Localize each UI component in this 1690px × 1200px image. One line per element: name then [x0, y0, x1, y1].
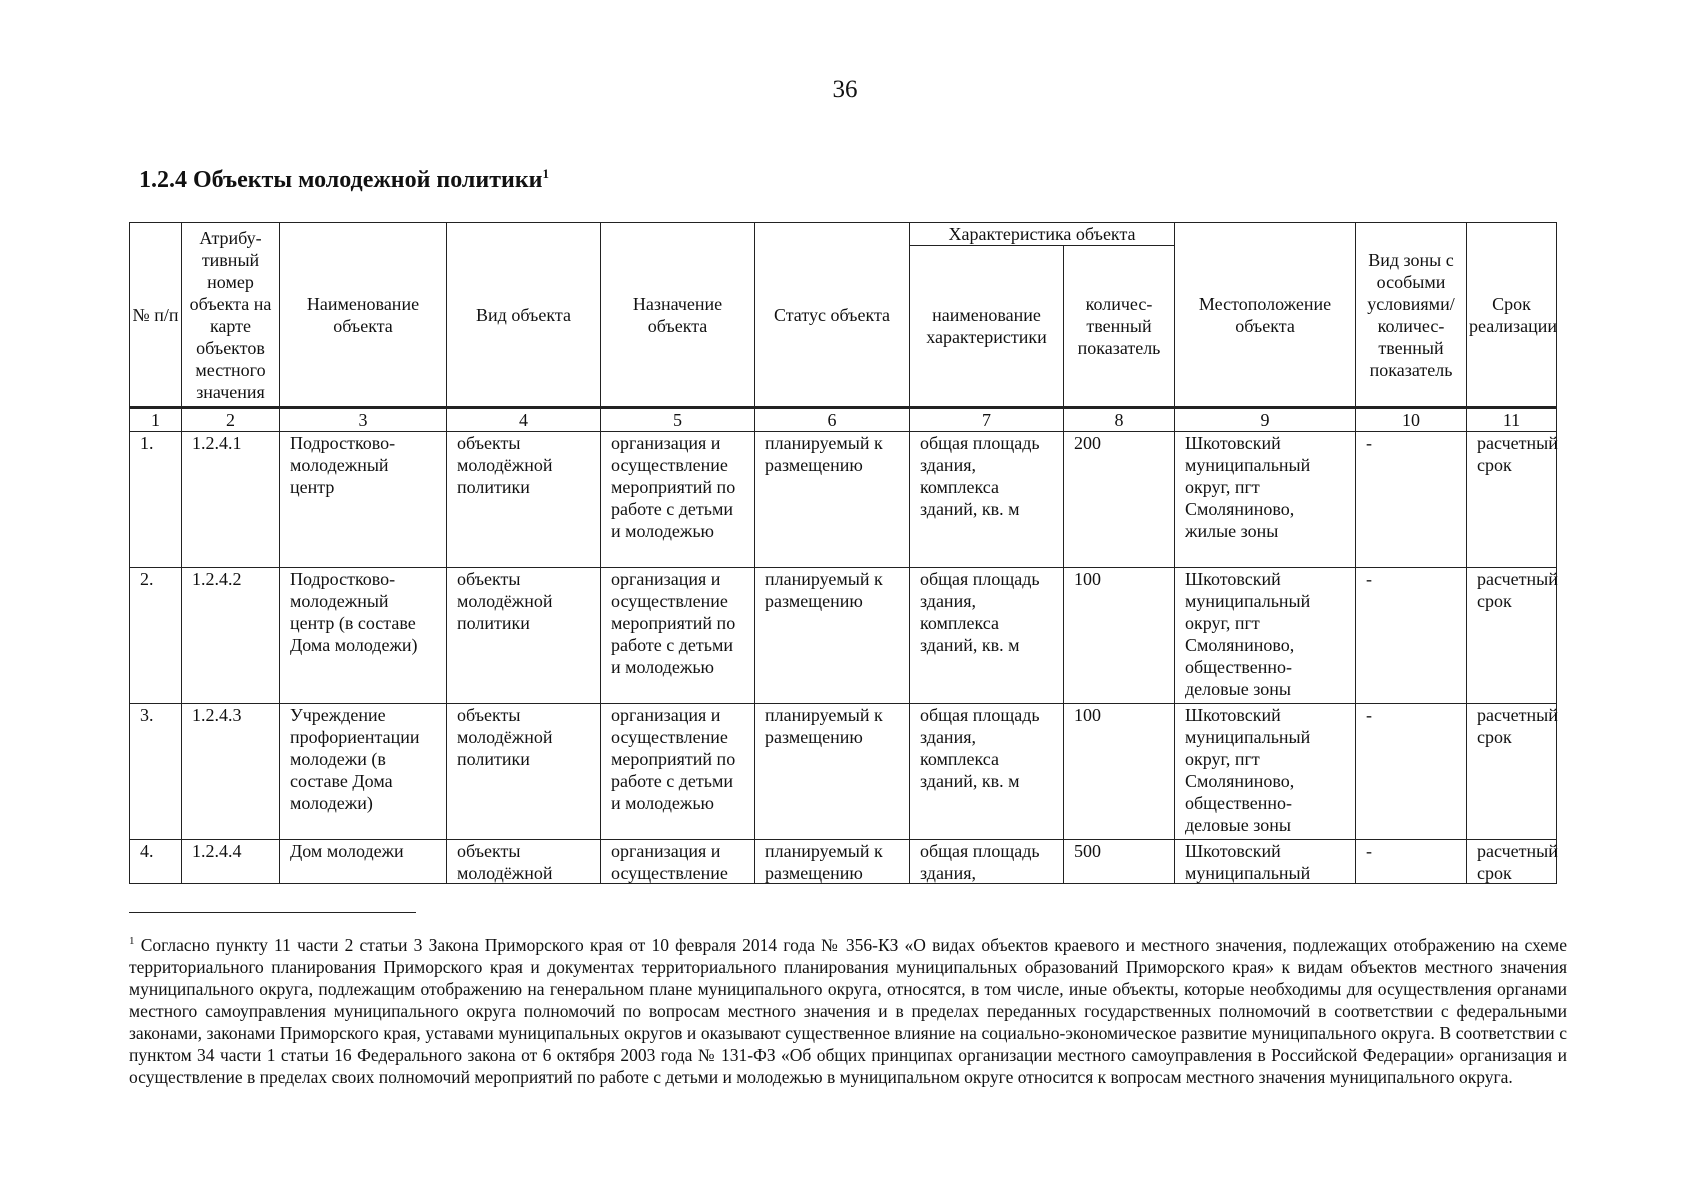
cell-num: 2.: [130, 568, 182, 704]
table-row: [130, 432, 1557, 568]
cell-zone: -: [1356, 432, 1467, 568]
youth-policy-objects-table: [129, 222, 1557, 884]
cell-status: планируемый к размещению: [755, 840, 910, 884]
cell-num: 1.: [130, 432, 182, 568]
header-status: Статус объекта: [755, 223, 910, 408]
footnote-text: Согласно пункту 11 части 2 статьи 3 Закона Приморского края от 10 февраля 2014 года № 356-КЗ «О видах объектов краевого и местного значения, подлежащих отображению на схеме территориального планирования Приморского края и документах территориального планирования муниципальных образований Приморского края» к видам объектов местного значения муниципального округа, подлежащим отображению на генеральном плане муниципального округа, относятся, в том числе, иные объекты, которые необходимы для осуществления органами местного самоуправления муниципального округа полномочий по вопросам местного значения и в пределах переданных государственных полномочий в соответствии с федеральными законами, законами Приморского края, уставами муниципальных округов и оказывают существенное влияние на социально-экономическое развитие муниципального округа. В соответствии с пунктом 34 части 1 статьи 16 Федерального закона от 6 октября 2003 года № 131-ФЗ «Об общих принципах организации местного самоуправления в Российской Федерации» организация и осуществление в пределах своих полномочий мероприятий по работе с детьми и молодежью в муниципальном округе относится к вопросам местного значения муниципального округа.: [129, 934, 1567, 1087]
footnote-divider: [129, 912, 416, 913]
cell-num: 4.: [130, 840, 182, 884]
column-number: 4: [447, 408, 601, 432]
cell-name: Дом молодежи: [280, 840, 447, 884]
header-char-value: количес-твенный показатель: [1064, 246, 1175, 408]
header-purpose: Назначение объекта: [601, 223, 755, 408]
column-number: 8: [1064, 408, 1175, 432]
column-number: 7: [910, 408, 1064, 432]
cell-location: Шкотовский муниципальный округ, пгт Смоляниново, общественно-деловые зоны: [1175, 704, 1356, 840]
cell-num: 3.: [130, 704, 182, 840]
cell-char-value: 500: [1064, 840, 1175, 884]
header-name: Наименование объекта: [280, 223, 447, 408]
cell-char-name: общая площадь здания,: [910, 840, 1064, 884]
column-number-row: [130, 408, 1557, 432]
page-number: 36: [832, 76, 858, 103]
table-row: [130, 568, 1557, 704]
section-title-text: 1.2.4 Объекты молодежной политики: [139, 167, 543, 193]
cell-type: объекты молодёжной политики: [447, 432, 601, 568]
table-row: [130, 704, 1557, 840]
footnote: [129, 930, 1567, 1088]
cell-status: планируемый к размещению: [755, 704, 910, 840]
header-num: № п/п: [130, 223, 182, 408]
column-number: 2: [182, 408, 280, 432]
cell-term: расчетный срок: [1467, 840, 1557, 884]
cell-term: расчетный срок: [1467, 432, 1557, 568]
column-number: 9: [1175, 408, 1356, 432]
header-char-name: наименование характеристики: [910, 246, 1064, 408]
cell-location: Шкотовский муниципальный округ, пгт Смоляниново, общественно-деловые зоны: [1175, 568, 1356, 704]
cell-char-value: 100: [1064, 704, 1175, 840]
cell-type: объекты молодёжной: [447, 840, 601, 884]
cell-char-value: 100: [1064, 568, 1175, 704]
cell-purpose: организация и осуществление мероприятий по работе с детьми и молодежью: [601, 568, 755, 704]
cell-location: Шкотовский муниципальный округ, пгт Смоляниново, жилые зоны: [1175, 432, 1356, 568]
cell-attr: 1.2.4.3: [182, 704, 280, 840]
cell-zone: -: [1356, 704, 1467, 840]
footnote-mark: 1: [129, 935, 135, 947]
cell-attr: 1.2.4.4: [182, 840, 280, 884]
cell-name: Подростково-молодежный центр: [280, 432, 447, 568]
header-zone: Вид зоны с особыми условиями/ количес-твенный показатель: [1356, 223, 1467, 408]
cell-type: объекты молодёжной политики: [447, 568, 601, 704]
cell-char-name: общая площадь здания, комплекса зданий, кв. м: [910, 704, 1064, 840]
column-number: 5: [601, 408, 755, 432]
column-number: 6: [755, 408, 910, 432]
cell-name: Подростково-молодежный центр (в составе Дома молодежи): [280, 568, 447, 704]
cell-location: Шкотовский муниципальный: [1175, 840, 1356, 884]
cell-term: расчетный срок: [1467, 704, 1557, 840]
cell-purpose: организация и осуществление мероприятий по работе с детьми и молодежью: [601, 432, 755, 568]
cell-char-name: общая площадь здания, комплекса зданий, кв. м: [910, 432, 1064, 568]
cell-char-name: общая площадь здания, комплекса зданий, кв. м: [910, 568, 1064, 704]
cell-attr: 1.2.4.2: [182, 568, 280, 704]
column-number: 10: [1356, 408, 1467, 432]
cell-zone: -: [1356, 568, 1467, 704]
cell-term: расчетный срок: [1467, 568, 1557, 704]
cell-status: планируемый к размещению: [755, 568, 910, 704]
column-number: 1: [130, 408, 182, 432]
header-attr-num: Атрибу-тивный номер объекта на карте объектов местного значения: [182, 223, 280, 408]
column-number: 11: [1467, 408, 1557, 432]
cell-attr: 1.2.4.1: [182, 432, 280, 568]
footnote-marker: 1: [542, 166, 549, 181]
column-number: 3: [280, 408, 447, 432]
header-type: Вид объекта: [447, 223, 601, 408]
cell-char-value: 200: [1064, 432, 1175, 568]
cell-type: объекты молодёжной политики: [447, 704, 601, 840]
header-characteristic: Характеристика объекта: [910, 223, 1175, 246]
cell-status: планируемый к размещению: [755, 432, 910, 568]
header-location: Местоположение объекта: [1175, 223, 1356, 408]
cell-name: Учреждение профориентации молодежи (в составе Дома молодежи): [280, 704, 447, 840]
section-title: [139, 166, 549, 194]
cell-purpose: организация и осуществление: [601, 840, 755, 884]
cell-zone: -: [1356, 840, 1467, 884]
cell-purpose: организация и осуществление мероприятий по работе с детьми и молодежью: [601, 704, 755, 840]
header-term: Срок реализации: [1467, 223, 1557, 408]
table-row: [130, 840, 1557, 884]
